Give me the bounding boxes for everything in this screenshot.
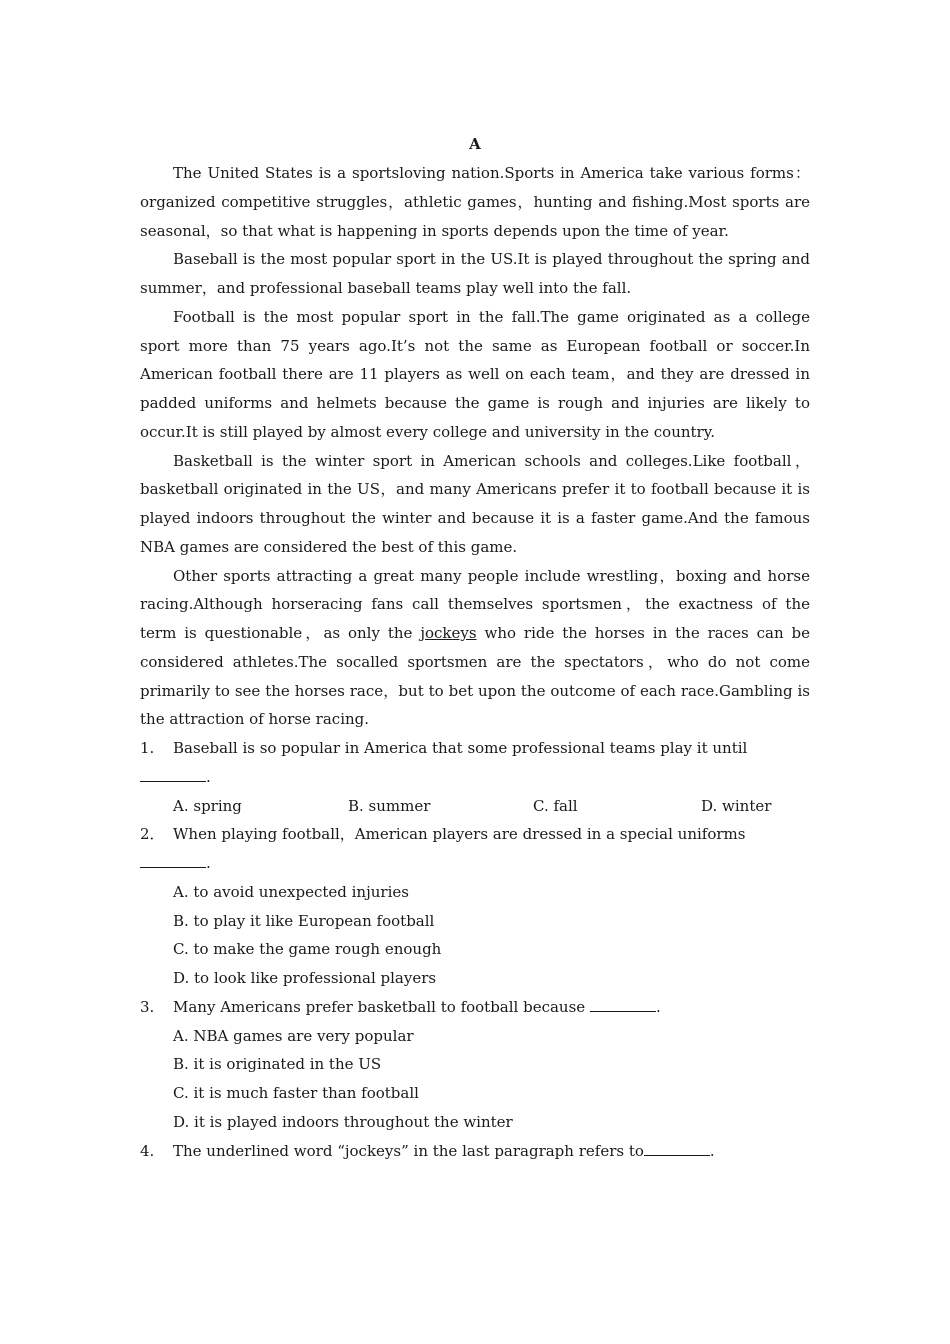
question-3 xyxy=(140,993,810,1022)
paragraph-4: Basketball is the winter sport in American schools and colleges.Like football，basketball originated in the US，and many Americans prefer it to football because it is played indoors throughout the winter and because it is a faster game.And the famous NBA games are considered the best of this game. xyxy=(140,451,810,556)
option-c[interactable]: C. it is much faster than football xyxy=(173,1084,419,1102)
passage-title: A xyxy=(469,135,481,153)
option-d[interactable]: D. to look like professional players xyxy=(173,969,437,987)
option-a[interactable]: A. NBA games are very popular xyxy=(173,1026,414,1045)
question-stem: The underlined word “jockeys” in the last paragraph refers to xyxy=(173,1141,644,1160)
answer-blank[interactable] xyxy=(140,767,206,782)
question-4 xyxy=(140,1137,810,1166)
question-end: . xyxy=(655,997,661,1016)
paragraph-2: Baseball is the most popular sport in the US.It is played throughout the spring and summer，and professional baseball teams play well into the fall. xyxy=(140,250,810,297)
option-a[interactable]: A. spring xyxy=(173,796,242,815)
answer-blank[interactable] xyxy=(140,853,206,868)
option-a[interactable]: A. to avoid unexpected injuries xyxy=(173,882,409,901)
option-b[interactable]: B. to play it like European football xyxy=(173,911,435,930)
answer-blank[interactable] xyxy=(590,997,656,1012)
question-1 xyxy=(140,734,810,792)
underlined-word: jockeys xyxy=(420,624,477,642)
option-c[interactable]: C. fall xyxy=(533,796,578,815)
question-number: 2． xyxy=(140,825,165,844)
option-c[interactable]: C. to make the game rough enough xyxy=(173,940,442,959)
option-d[interactable]: D. it is played indoors throughout the winter xyxy=(173,1112,513,1131)
paragraph-5 xyxy=(140,562,810,735)
question-end: . xyxy=(206,767,211,786)
question-number: 4. xyxy=(140,1141,155,1160)
question-1-options xyxy=(140,792,810,821)
option-b[interactable]: B. summer xyxy=(348,796,431,815)
question-end: . xyxy=(709,1141,715,1160)
question-number: 3. xyxy=(140,997,155,1016)
paragraph-5-text-a: Other sports attracting a great many people include wrestling，boxing and horse racing.Although horseracing fans call themselves sportsmen，the exactness of the term is questionable，as only the xyxy=(140,566,810,642)
question-stem: Baseball is so popular in America that some professional teams play it until xyxy=(173,739,748,757)
option-d[interactable]: D. winter xyxy=(701,796,772,815)
document-page xyxy=(140,130,810,1165)
question-number: 1. xyxy=(140,739,155,757)
option-b[interactable]: B. it is originated in the US xyxy=(173,1055,382,1074)
answer-blank[interactable] xyxy=(644,1141,710,1156)
paragraph-5-text-b: who ride the horses in the races can be considered athletes.The socalled sportsmen are the spectators，who do not come primarily to see the horses race，but to bet upon the outcome of each race.Gambling is the attraction of horse racing. xyxy=(140,624,810,729)
question-stem: Many Americans prefer basketball to football because xyxy=(173,997,590,1016)
paragraph-1: The United States is a sportsloving nation.Sports in America take various forms：organized competitive struggles，athletic games，hunting and fishing.Most sports are seasonal，so that what is happening in sports depends upon the time of year. xyxy=(140,164,810,240)
question-stem: When playing football，American players are dressed in a special uniforms xyxy=(173,825,746,844)
paragraph-3: Football is the most popular sport in the fall.The game originated as a college sport more than 75 years ago.It’s not the same as European football or soccer.In American football there are 11 players as well on each team，and they are dressed in padded uniforms and helmets because the game is rough and injuries are likely to occur.It is still played by almost every college and university in the country. xyxy=(140,307,810,441)
question-end: . xyxy=(206,854,211,872)
question-2 xyxy=(140,820,810,878)
